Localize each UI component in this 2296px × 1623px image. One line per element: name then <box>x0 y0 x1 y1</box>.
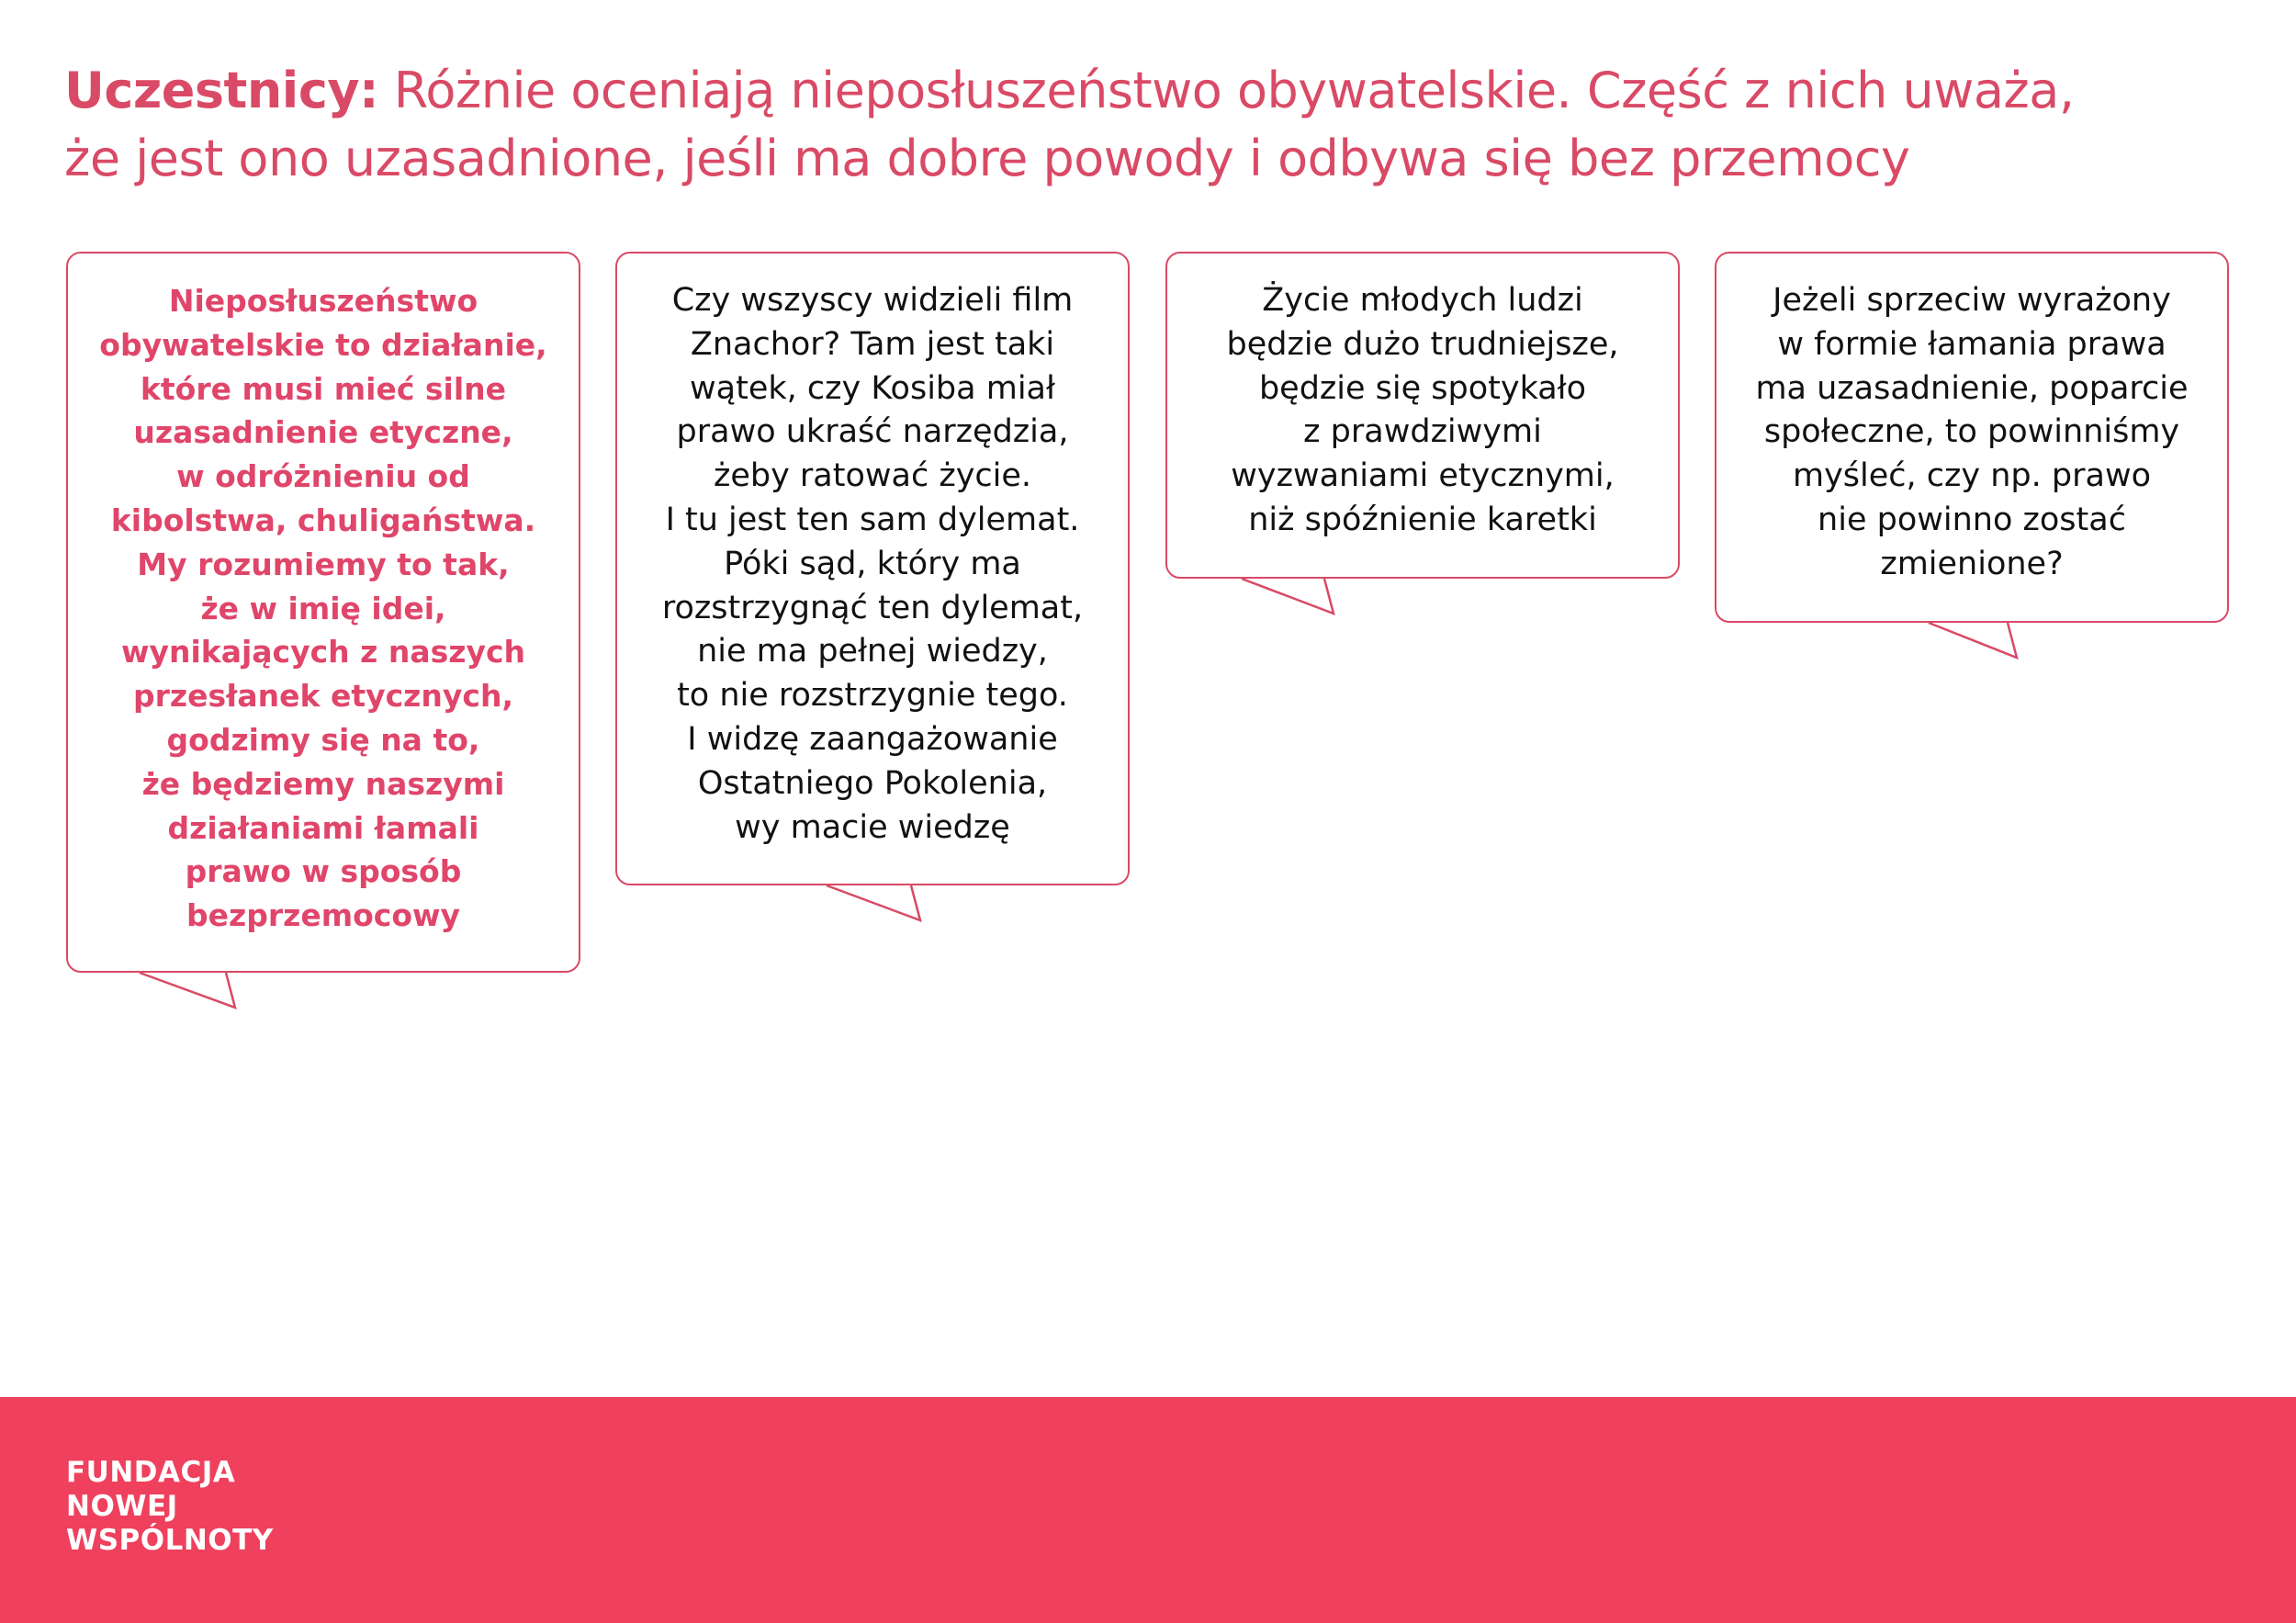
bubble-2-line: prawo ukraść narzędzia, <box>676 413 1069 451</box>
bubble-3-line: z prawdziwymi <box>1303 413 1542 451</box>
bubble-2-line: Czy wszyscy widzieli film <box>671 282 1074 319</box>
bubble-2-line: I tu jest ten sam dylemat. <box>665 501 1080 538</box>
bubble-2-line: wy macie wiedzę <box>735 808 1010 846</box>
bubble-2-line: I widzę zaangażowanie <box>687 720 1058 758</box>
logo-line-3: WSPÓLNOTY <box>66 1524 274 1557</box>
bubble-1-line: uzasadnienie etyczne, <box>133 414 513 451</box>
bubble-3-line: niż spóźnienie karetki <box>1248 501 1597 538</box>
bubble-1-line: Nieposłuszeństwo <box>168 283 478 319</box>
bubble-4-line: zmienione? <box>1880 545 2064 582</box>
bubble-1-line: wynikających z naszych <box>120 634 526 671</box>
bubble-3-line: będzie się spotykało <box>1258 369 1587 407</box>
speech-bubble-4 <box>1715 252 2229 623</box>
title-text-1: Różnie oceniają nieposłuszeństwo obywatelskie. Część z nich uważa, <box>393 62 2075 119</box>
title-line-2: że jest ono uzasadnione, jeśli ma dobre powody i odbywa się bez przemocy <box>64 130 1910 187</box>
speech-bubble-1 <box>66 252 580 973</box>
bubble-3-tail <box>1240 573 1350 619</box>
bubble-4-line: społeczne, to powinniśmy <box>1763 413 2180 451</box>
bubble-4-line: myśleć, czy np. prawo <box>1793 457 2151 495</box>
logo-line-2: NOWEJ <box>66 1490 178 1523</box>
speech-bubble-2 <box>615 252 1130 885</box>
foundation-logo <box>66 1456 274 1558</box>
bubble-2-line: to nie rozstrzygnie tego. <box>677 677 1068 715</box>
bubble-1-line: przesłanek etycznych, <box>133 678 513 715</box>
bubble-2-line: nie ma pełnej wiedzy, <box>697 633 1048 671</box>
bubble-1-line: obywatelskie to działanie, <box>99 326 547 363</box>
bubble-2-line: Póki sąd, który ma <box>724 545 1021 582</box>
bubble-3-line: wyzwaniami etycznymi, <box>1231 457 1615 495</box>
bubble-1-tail <box>138 967 248 1013</box>
bubble-2-line: żeby ratować życie. <box>713 457 1032 495</box>
bubble-4-tail <box>1927 617 2037 663</box>
footer-band <box>0 1397 2296 1623</box>
bubble-4-line: nie powinno zostać <box>1818 501 2126 538</box>
title-lead: Uczestnicy: <box>64 62 379 119</box>
bubble-1-line: że w imię idei, <box>200 590 446 626</box>
bubble-1-line: bezprzemocowy <box>186 897 460 934</box>
bubble-2-tail <box>825 880 935 926</box>
bubble-1-line: godzimy się na to, <box>166 721 480 758</box>
bubble-1-line: które musi mieć silne <box>140 370 507 407</box>
bubble-1-line: w odróżnieniu od <box>176 458 470 495</box>
bubble-1-line: że będziemy naszymi <box>141 765 505 802</box>
bubble-2-line: rozstrzygnąć ten dylemat, <box>661 589 1084 626</box>
bubble-1-line: prawo w sposób <box>185 853 462 890</box>
page-title <box>64 57 2250 193</box>
bubble-4-line: w formie łamania prawa <box>1777 325 2167 363</box>
bubble-2-line: Znachor? Tam jest taki <box>690 325 1055 363</box>
logo-line-1: FUNDACJA <box>66 1456 236 1489</box>
bubble-3-line: będzie dużo trudniejsze, <box>1226 325 1619 363</box>
bubble-2-line: Ostatniego Pokolenia, <box>697 764 1048 802</box>
bubble-3-line: Życie młodych ludzi <box>1262 282 1583 319</box>
bubble-1-line: kibolstwa, chuligaństwa. <box>110 502 536 538</box>
title-line-1 <box>64 57 2250 125</box>
speech-bubble-3 <box>1165 252 1680 579</box>
bubble-4-line: ma uzasadnienie, poparcie <box>1755 369 2189 407</box>
bubble-4-line: Jeżeli sprzeciw wyrażony <box>1773 282 2171 319</box>
bubble-1-line: działaniami łamali <box>167 809 479 846</box>
bubble-1-line: My rozumiemy to tak, <box>137 546 510 582</box>
bubble-2-line: wątek, czy Kosiba miał <box>690 369 1055 407</box>
